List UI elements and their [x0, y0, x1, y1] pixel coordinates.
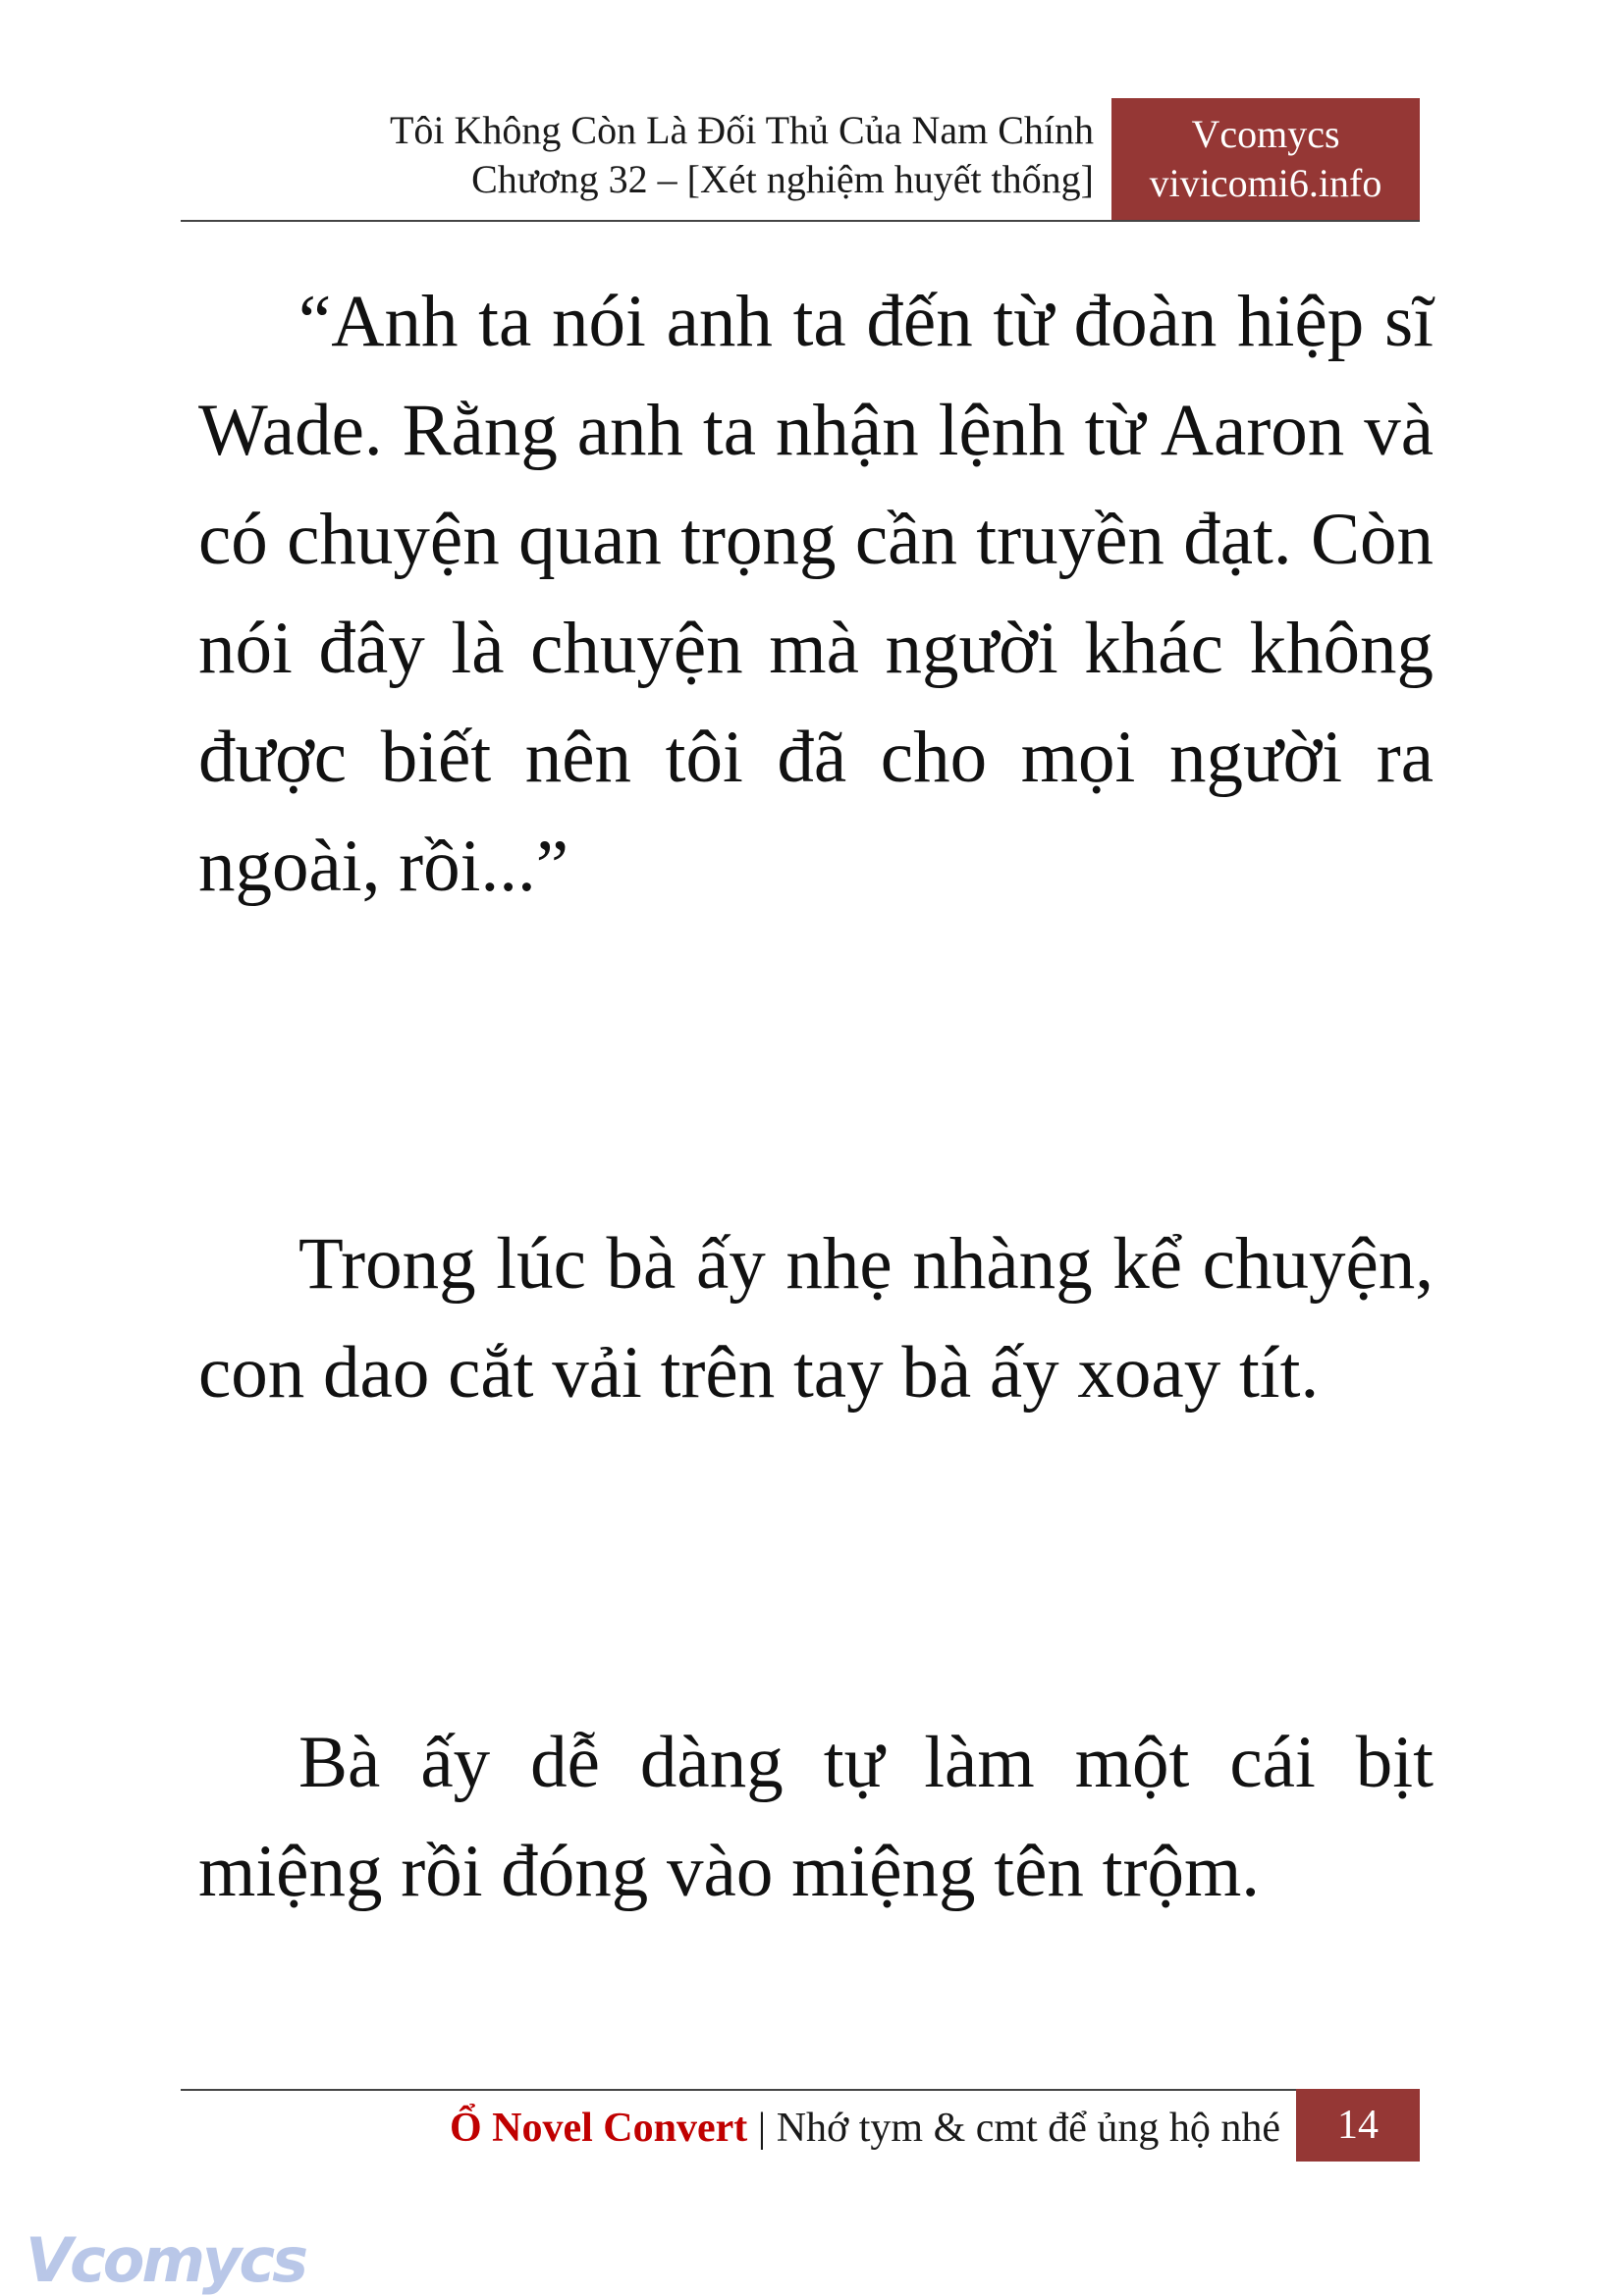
chapter-title: Chương 32 – [Xét nghiệm huyết thống] [471, 157, 1094, 201]
page-footer [181, 2089, 1420, 2162]
site-url: vivicomi6.info [1149, 161, 1382, 205]
paragraph-text: “Anh ta nói anh ta đến từ đoàn hiệp sĩ Wade. Rằng anh ta nhận lệnh từ Aaron và có chuyện quan trọng cần truyền đạt. Còn nói đây là chuyện mà người khác không được biết nên tôi đã cho mọi người ra ngoài, rồi...” [198, 281, 1434, 907]
header-text [390, 106, 1094, 204]
footer-message: Nhớ tym & cmt để ủng hộ nhé [776, 2106, 1280, 2151]
footer-brand: Ổ Novel Convert [449, 2106, 748, 2151]
site-name: Vcomycs [1191, 112, 1340, 156]
footer-separator: | [757, 2106, 767, 2151]
header-divider [181, 220, 1420, 222]
paragraph-3 [198, 1708, 1434, 1926]
site-badge [1111, 98, 1420, 220]
paragraph-1 [198, 267, 1434, 921]
paragraph-text: Trong lúc bà ấy nhẹ nhàng kể chuyện, con dao cắt vải trên tay bà ấy xoay tít. [198, 1223, 1434, 1414]
paragraph-2 [198, 1209, 1434, 1427]
page-header [181, 98, 1420, 220]
watermark-logo: Vcomycs [26, 2224, 306, 2296]
footer-divider [181, 2089, 1420, 2091]
book-title: Tôi Không Còn Là Đối Thủ Của Nam Chính [390, 108, 1094, 152]
footer-text [450, 2099, 1280, 2158]
paragraph-text: Bà ấy dễ dàng tự làm một cái bịt miệng rồi đóng vào miệng tên trộm. [198, 1722, 1434, 1912]
page-number: 14 [1296, 2089, 1420, 2162]
